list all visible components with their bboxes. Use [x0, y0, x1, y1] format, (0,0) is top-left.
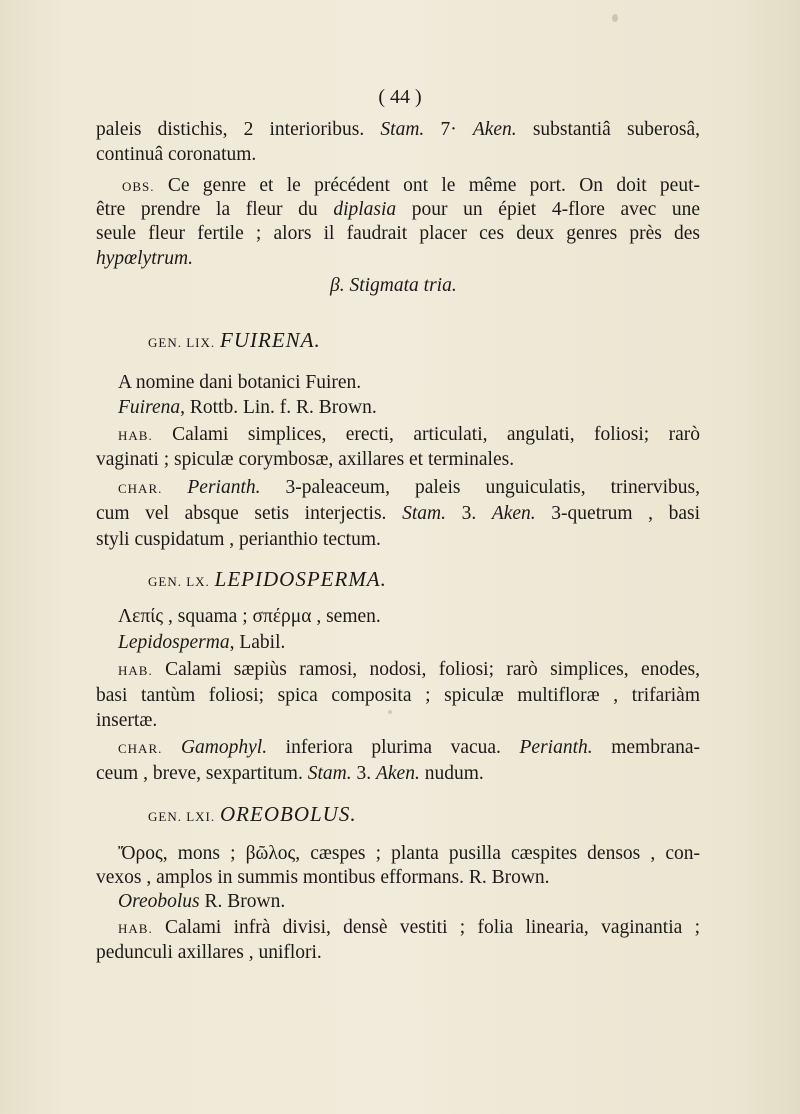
text-line: Ὄρος, mons ; βῶλος, cæspes ; planta pusilla cæspites densos , con-: [118, 843, 700, 864]
text-line: hypœlytrum.: [96, 248, 193, 269]
text-line: Oreobolus R. Brown.: [118, 891, 286, 912]
text-line: vexos , amplos in summis montibus efformans. R. Brown.: [96, 867, 550, 888]
page-number: ( 44 ): [378, 86, 422, 108]
text-line: CHAR. Perianth. 3-paleaceum, paleis unguiculatis, trinervibus,: [118, 477, 700, 498]
text-line: continuâ coronatum.: [96, 144, 257, 165]
text-line: cum vel absque setis interjectis. Stam. 3. Aken. 3-quetrum , basi: [96, 503, 701, 524]
text-line: A nomine dani botanici Fuiren.: [118, 372, 362, 393]
text-line: vaginati ; spiculæ corymbosæ, axillares et terminales.: [96, 449, 515, 470]
text-line: insertæ.: [96, 710, 158, 731]
genus-heading: GEN. LIX. FUIRENA.: [148, 328, 321, 352]
text-line: OBS. Ce genre et le précédent ont le même port. On doit peut-: [122, 175, 701, 196]
genus-heading: GEN. LXI. OREOBOLUS.: [148, 802, 357, 826]
text-line: Λεπίς , squama ; σπέρμα , semen.: [118, 606, 381, 627]
text-line: seule fleur fertile ; alors il faudrait placer ces deux genres près des: [96, 223, 700, 244]
text-line: Fuirena, Rottb. Lin. f. R. Brown.: [118, 397, 377, 418]
text-line: paleis distichis, 2 interioribus. Stam. 7· Aken. substantiâ suberosâ,: [96, 119, 701, 140]
text-line: styli cuspidatum , perianthio tectum.: [96, 529, 381, 550]
text-line: HAB. Calami infrà divisi, densè vestiti ; folia linearia, vaginantia ;: [118, 917, 700, 938]
subheading: β. Stigmata tria.: [330, 275, 457, 296]
genus-heading: GEN. LX. LEPIDOSPERMA.: [148, 567, 387, 591]
text-line: HAB. Calami simplices, erecti, articulati, angulati, foliosi; rarò: [118, 424, 701, 445]
text-line: HAB. Calami sæpiùs ramosi, nodosi, foliosi; rarò simplices, enodes,: [118, 659, 701, 680]
text-line: basi tantùm foliosi; spica composita ; spiculæ multifloræ , trifariàm: [96, 685, 700, 706]
text-line: Lepidosperma, Labil.: [118, 632, 286, 653]
text-line: CHAR. Gamophyl. inferiora plurima vacua. Perianth. membrana-: [118, 737, 701, 758]
text-line: pedunculi axillares , uniflori.: [96, 942, 322, 963]
text-line: ceum , breve, sexpartitum. Stam. 3. Aken. nudum.: [96, 763, 484, 784]
paper-spot: [612, 14, 618, 22]
text-line: être prendre la fleur du diplasia pour un épiet 4-flore avec une: [96, 199, 701, 220]
